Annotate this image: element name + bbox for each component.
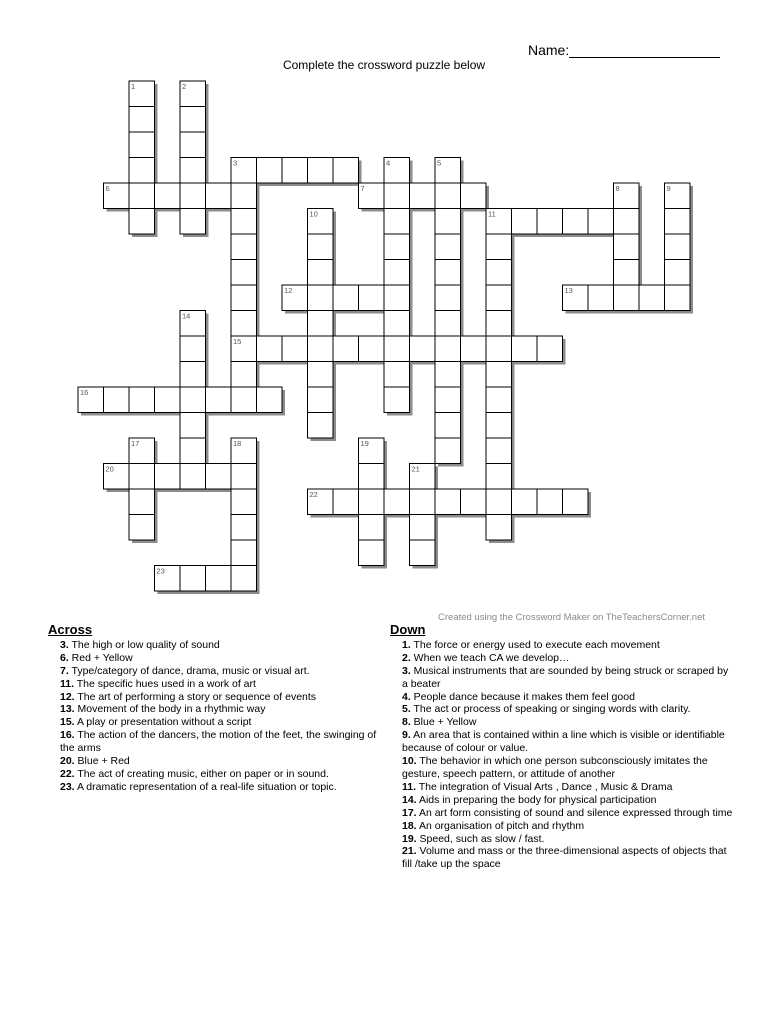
across-clue: [48, 755, 378, 768]
clue-number-label: 5: [437, 158, 442, 168]
across-clue: [48, 768, 378, 781]
down-clue: [390, 716, 735, 729]
crossword-cell[interactable]: [180, 362, 206, 388]
crossword-cell[interactable]: [308, 285, 334, 311]
clue-number: 15.: [60, 716, 75, 729]
clue-text: The action of the dancers, the motion of the feet, the swinging of the arms: [60, 729, 377, 755]
crossword-cell[interactable]: [359, 285, 385, 311]
crossword-cell[interactable]: [308, 158, 334, 184]
crossword-cell[interactable]: [384, 234, 410, 260]
clue-text: Musical instruments that are sounded by being struck or scraped by a beater: [402, 664, 729, 690]
clue-text: Movement of the body in a rhythmic way: [74, 703, 266, 716]
crossword-cell[interactable]: [129, 132, 155, 158]
clue-number-label: 14: [182, 311, 191, 321]
clue-number: 4.: [402, 690, 411, 703]
down-clue: [390, 729, 735, 755]
crossword-cell[interactable]: [231, 387, 257, 413]
clue-number: 20.: [60, 755, 75, 768]
clue-text: A play or presentation without a script: [74, 716, 252, 729]
crossword-cell[interactable]: [614, 234, 640, 260]
crossword-cell[interactable]: [231, 234, 257, 260]
clue-number: 5.: [402, 703, 411, 716]
crossword-cell[interactable]: [180, 387, 206, 413]
crossword-cell[interactable]: [486, 311, 512, 337]
clue-number: 18.: [402, 819, 417, 832]
across-clue: [48, 691, 378, 704]
crossword-cell[interactable]: [231, 285, 257, 311]
clue-number: 13.: [60, 703, 75, 716]
clue-text: The force or energy used to execute each movement: [410, 638, 660, 651]
crossword-cell[interactable]: [180, 209, 206, 235]
crossword-cell[interactable]: [333, 336, 359, 362]
crossword-cell[interactable]: [231, 209, 257, 235]
clue-number-label: 10: [309, 209, 318, 219]
clue-number-label: 1: [131, 82, 136, 91]
down-clue: [390, 794, 735, 807]
crossword-cell[interactable]: [104, 387, 130, 413]
crossword-cell[interactable]: [359, 336, 385, 362]
clue-number: 3.: [60, 638, 69, 651]
crossword-cell[interactable]: [308, 311, 334, 337]
crossword-cell[interactable]: [486, 285, 512, 311]
clue-text: The high or low quality of sound: [68, 638, 220, 651]
crossword-cell[interactable]: [308, 234, 334, 260]
crossword-cell[interactable]: [231, 260, 257, 286]
clue-number: 2.: [402, 651, 411, 664]
crossword-cell[interactable]: [257, 336, 283, 362]
clue-number: 6.: [60, 651, 69, 664]
crossword-cell[interactable]: [206, 464, 232, 490]
crossword-cell[interactable]: [129, 464, 155, 490]
crossword-cell[interactable]: [435, 234, 461, 260]
clue-number-label: 20: [105, 464, 114, 474]
crossword-cell[interactable]: [486, 413, 512, 439]
crossword-cell[interactable]: [537, 489, 563, 515]
down-clue: [390, 845, 735, 871]
crossword-cell[interactable]: [231, 489, 257, 515]
crossword-cell[interactable]: [435, 438, 461, 464]
clue-text: An art form consisting of sound and silence expressed through time: [416, 806, 733, 819]
clue-text: Type/category of dance, drama, music or visual art.: [68, 664, 310, 677]
across-clue-list: [48, 639, 378, 794]
across-clue: [48, 781, 378, 794]
clue-text: People dance because it makes them feel good: [410, 690, 635, 703]
crossword-cell[interactable]: [410, 515, 436, 541]
across-clue: [48, 665, 378, 678]
clue-number: 14.: [402, 793, 417, 806]
clue-number: 19.: [402, 832, 417, 845]
clue-text: An organisation of pitch and rhythm: [416, 819, 585, 832]
crossword-cell[interactable]: [308, 387, 334, 413]
across-clues: [48, 624, 378, 794]
crossword-cell[interactable]: [308, 336, 334, 362]
crossword-cell[interactable]: [435, 362, 461, 388]
name-label: Name:: [528, 42, 570, 58]
across-clue: [48, 639, 378, 652]
crossword-cell[interactable]: [231, 183, 257, 209]
crossword-cell[interactable]: [588, 209, 614, 235]
crossword-cell[interactable]: [563, 489, 589, 515]
crossword-cell[interactable]: [384, 285, 410, 311]
clue-number-label: 9: [666, 184, 671, 193]
crossword-cell[interactable]: [537, 209, 563, 235]
crossword-cell[interactable]: [282, 336, 308, 362]
clue-number: 11.: [60, 677, 75, 690]
crossword-cell[interactable]: [129, 489, 155, 515]
crossword-cell[interactable]: [155, 387, 181, 413]
crossword-cell[interactable]: [435, 413, 461, 439]
crossword-cell[interactable]: [257, 158, 283, 184]
crossword-cell[interactable]: [231, 540, 257, 566]
crossword-cell[interactable]: [333, 158, 359, 184]
crossword-cell[interactable]: [180, 183, 206, 209]
crossword-cell[interactable]: [486, 464, 512, 490]
down-clue: [390, 665, 735, 691]
clue-text: The act or process of speaking or singing words with clarity.: [410, 703, 691, 716]
down-clue: [390, 820, 735, 833]
down-clue: [390, 639, 735, 652]
clue-text: The behavior in which one person subconsciously imitates the gesture, speech pattern, or attitude of another: [402, 755, 708, 780]
crossword-cell[interactable]: [665, 234, 691, 260]
crossword-cell[interactable]: [257, 387, 283, 413]
crossword-cell[interactable]: [231, 362, 257, 388]
clue-text: Speed, such as slow / fast.: [416, 832, 545, 845]
crossword-cell[interactable]: [665, 209, 691, 235]
crossword-cell[interactable]: [435, 311, 461, 337]
clue-number: 7.: [60, 664, 69, 677]
down-clue: [390, 652, 735, 665]
clue-text: The art of performing a story or sequence of events: [74, 690, 317, 703]
crossword-cell[interactable]: [614, 285, 640, 311]
crossword-cell[interactable]: [206, 566, 232, 592]
clue-number: 22.: [60, 767, 75, 780]
crossword-cell[interactable]: [206, 183, 232, 209]
crossword-cell[interactable]: [180, 566, 206, 592]
across-clue: [48, 703, 378, 716]
crossword-cell[interactable]: [384, 362, 410, 388]
crossword-cell[interactable]: [333, 285, 359, 311]
clue-number: 9.: [402, 729, 411, 742]
clue-text: The act of creating music, either on paper or in sound.: [74, 767, 329, 780]
grid-cells[interactable]: [78, 81, 690, 591]
clue-number-label: 12: [284, 286, 293, 295]
clue-number-label: 21: [411, 464, 420, 474]
crossword-cell[interactable]: [333, 489, 359, 515]
crossword-cell[interactable]: [486, 515, 512, 541]
down-clue: [390, 807, 735, 820]
crossword-cell[interactable]: [180, 132, 206, 158]
across-clue: [48, 716, 378, 729]
crossword-cell[interactable]: [231, 515, 257, 541]
crossword-cell[interactable]: [639, 285, 665, 311]
crossword-cell[interactable]: [384, 387, 410, 413]
crossword-cell[interactable]: [129, 515, 155, 541]
crossword-cell[interactable]: [486, 438, 512, 464]
clue-text: Red + Yellow: [68, 651, 133, 664]
clue-number-label: 18: [233, 439, 242, 448]
down-clue: [390, 691, 735, 704]
clue-number: 12.: [60, 690, 75, 703]
crossword-cell[interactable]: [512, 489, 538, 515]
clue-number-label: 19: [360, 439, 369, 448]
clue-number-label: 16: [80, 388, 89, 397]
down-clue: [390, 833, 735, 846]
crossword-cell[interactable]: [486, 260, 512, 286]
crossword-cell[interactable]: [155, 464, 181, 490]
crossword-cell[interactable]: [461, 336, 487, 362]
crossword-cell[interactable]: [665, 260, 691, 286]
crossword-cell[interactable]: [588, 285, 614, 311]
crossword-cell[interactable]: [282, 158, 308, 184]
clue-number-label: 6: [105, 184, 110, 193]
crossword-cell[interactable]: [435, 285, 461, 311]
crossword-cell[interactable]: [486, 387, 512, 413]
clue-text: The specific hues used in a work of art: [74, 677, 256, 690]
crossword-cell[interactable]: [384, 260, 410, 286]
crossword-cell[interactable]: [180, 413, 206, 439]
clue-number: 8.: [402, 716, 411, 729]
crossword-cell[interactable]: [384, 489, 410, 515]
crossword-cell[interactable]: [231, 566, 257, 592]
crossword-cell[interactable]: [180, 438, 206, 464]
clue-text: Volume and mass or the three-dimensional aspects of objects that fill /take up the space: [402, 845, 727, 871]
crossword-cell[interactable]: [435, 489, 461, 515]
crossword-cell[interactable]: [384, 183, 410, 209]
crossword-cell[interactable]: [231, 311, 257, 337]
crossword-cell[interactable]: [614, 209, 640, 235]
crossword-cell[interactable]: [435, 183, 461, 209]
clue-text: The integration of Visual Arts , Dance , Music & Drama: [416, 780, 673, 793]
clue-number: 1.: [402, 638, 411, 651]
clue-text: An area that is contained within a line which is visible or identifiable because of colour or value.: [402, 729, 725, 755]
crossword-cell[interactable]: [308, 362, 334, 388]
crossword-cell[interactable]: [665, 285, 691, 311]
across-clue: [48, 678, 378, 691]
credit-text: Created using the Crossword Maker on TheTeachersCorner.net: [438, 612, 706, 623]
clue-number: 21.: [402, 845, 417, 858]
crossword-cell[interactable]: [384, 311, 410, 337]
crossword-cell[interactable]: [180, 464, 206, 490]
clue-number: 11.: [402, 780, 417, 793]
clue-text: When we teach CA we develop…: [410, 651, 570, 664]
clue-number-label: 3: [233, 158, 238, 168]
crossword-cell[interactable]: [359, 489, 385, 515]
down-heading: Down: [390, 622, 426, 637]
crossword-cell[interactable]: [410, 183, 436, 209]
down-clue: [390, 703, 735, 716]
crossword-cell[interactable]: [129, 107, 155, 133]
down-clues: [390, 624, 735, 871]
crossword-cell[interactable]: [308, 260, 334, 286]
crossword-cell[interactable]: [563, 209, 589, 235]
crossword-cell[interactable]: [486, 336, 512, 362]
clue-number-label: 23: [156, 566, 165, 576]
clue-number: 16.: [60, 729, 75, 742]
clue-number-label: 15: [233, 337, 242, 346]
crossword-cell[interactable]: [206, 387, 232, 413]
clue-number: 17.: [402, 806, 417, 819]
clue-number-label: 11: [488, 209, 496, 219]
instructions: Complete the crossword puzzle below: [282, 58, 486, 72]
across-clue: [48, 729, 378, 755]
down-clue: [390, 781, 735, 794]
crossword-cell[interactable]: [180, 158, 206, 184]
clue-number-label: 2: [182, 82, 187, 91]
clue-number-label: 13: [564, 286, 573, 295]
crossword-cell[interactable]: [129, 387, 155, 413]
crossword-cell[interactable]: [384, 336, 410, 362]
crossword-cell[interactable]: [155, 183, 181, 209]
clue-text: Aids in preparing the body for physical participation: [416, 793, 657, 806]
crossword-cell[interactable]: [410, 540, 436, 566]
clue-number-label: 8: [615, 184, 620, 193]
clue-number-label: 4: [386, 158, 391, 168]
crossword-cell[interactable]: [129, 158, 155, 184]
clue-number: 23.: [60, 780, 75, 793]
crossword-cell[interactable]: [614, 260, 640, 286]
crossword-cell[interactable]: [359, 540, 385, 566]
crossword-cell[interactable]: [486, 234, 512, 260]
clue-text: A dramatic representation of a real-life situation or topic.: [74, 780, 337, 793]
crossword-cell[interactable]: [512, 336, 538, 362]
clue-number-label: 7: [360, 184, 365, 193]
across-heading: Across: [48, 622, 93, 637]
crossword-cell[interactable]: [461, 489, 487, 515]
crossword-cell[interactable]: [129, 183, 155, 209]
crossword-cell[interactable]: [308, 413, 334, 439]
crossword-cell[interactable]: [180, 107, 206, 133]
crossword-cell[interactable]: [410, 336, 436, 362]
clue-number-label: 22: [309, 490, 318, 499]
crossword-cell[interactable]: [384, 209, 410, 235]
crossword-cell[interactable]: [410, 489, 436, 515]
clue-text: Blue + Red: [74, 755, 130, 768]
crossword-cell[interactable]: [435, 209, 461, 235]
clue-number-label: 17: [131, 439, 140, 448]
crossword-cell[interactable]: [486, 362, 512, 388]
crossword-cell[interactable]: [512, 209, 538, 235]
crossword-cell[interactable]: [231, 464, 257, 490]
crossword-cell[interactable]: [486, 489, 512, 515]
down-clue-list: [390, 639, 735, 871]
crossword-cell[interactable]: [180, 336, 206, 362]
crossword-cell[interactable]: [129, 209, 155, 235]
across-clue: [48, 652, 378, 665]
crossword-cell[interactable]: [359, 464, 385, 490]
crossword-cell[interactable]: [435, 387, 461, 413]
clue-text: Blue + Yellow: [410, 716, 477, 729]
crossword-cell[interactable]: [435, 260, 461, 286]
down-clue: [390, 755, 735, 781]
crossword-cell[interactable]: [435, 336, 461, 362]
crossword-cell[interactable]: [537, 336, 563, 362]
crossword-cell[interactable]: [461, 183, 487, 209]
clue-number: 3.: [402, 664, 411, 677]
crossword-cell[interactable]: [359, 515, 385, 541]
clue-number: 10.: [402, 755, 417, 768]
